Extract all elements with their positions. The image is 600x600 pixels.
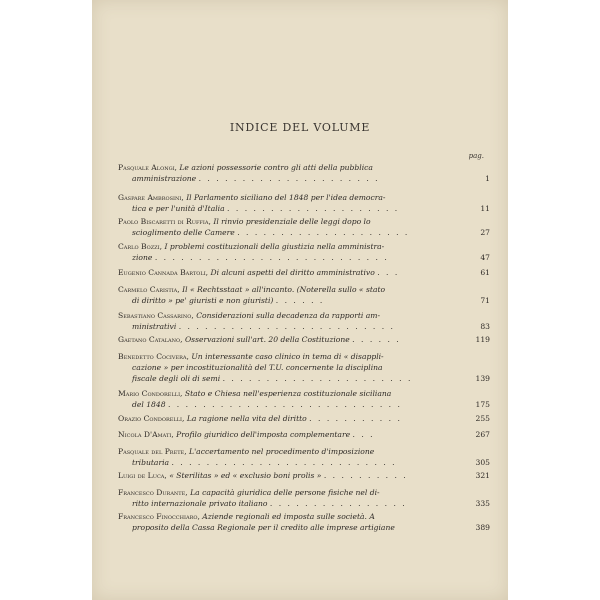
toc-entry: Pasquale Alongi, Le azioni possessorie contro gli atti della pubblica amministrazione . . . . . . . . . . . . . . . . . . . . . 1 — [118, 163, 490, 183]
entry-page: 175 — [472, 399, 491, 410]
toc-entry: Sebastiano Cassarino, Considerazioni sulla decadenza da rapporti am- ministrativi . . . . . . . . . . . . . . . . . . . . . . . . . 83 — [118, 311, 490, 331]
toc-entry: Eugenio Cannada Bartoli, Di alcuni aspetti del diritto amministrativo . . . 61 — [118, 268, 490, 277]
entry-author: Mario Condorelli, — [118, 389, 183, 398]
toc-entry — [118, 511, 490, 533]
toc-entry: Gaetano Catalano, Osservazioni sull'art. 20 della Costituzione . . . . . . 119 — [118, 335, 490, 344]
entry-page: 321 — [472, 470, 491, 481]
toc-entry: Nicola D'Amati, Profilo giuridico dell'imposta complementare . . . 267 — [118, 430, 490, 439]
entry-title: Profilo giuridico dell'imposta complementare — [176, 430, 351, 439]
entry-title: Il rinvio presidenziale delle leggi dopo lo — [213, 217, 371, 226]
toc-entry: Orazio Condorelli, La ragione nella vita del diritto . . . . . . . . . . . 255 — [118, 414, 490, 423]
toc-entry: Gaspare Ambrosini, Il Parlamento siciliano del 1848 per l'idea democra- tica e per l'unità d'Italia . . . . . . . . . . . . . . . . . . . . 11 — [118, 193, 490, 213]
entry-author: Carlo Bozzi, — [118, 242, 163, 251]
entry-title: Stato e Chiesa nell'esperienza costituzionale siciliana — [184, 389, 392, 398]
entry-title-cont: ritto internazionale privato italiano — [132, 499, 268, 508]
entry-author: Francesco Finocchiaro, — [118, 512, 200, 521]
toc-entry: Carmelo Caristia, Il « Rechtsstaat » all'incanto. (Noterella sullo « stato di diritto » pe' giuristi e non giuristi) . . . . . . 71 — [118, 285, 490, 305]
entry-title: Il « Rechtsstaat » all'incanto. (Noterella sullo « stato — [182, 285, 386, 294]
entry-title-cont: scioglimento delle Camere — [132, 228, 235, 237]
entry-author: Sebastiano Cassarino, — [118, 311, 194, 320]
entry-page: 11 — [476, 203, 490, 214]
entry-author: Paolo Biscaretti di Ruffia, — [118, 217, 211, 226]
entry-page: 389 — [472, 522, 491, 533]
toc-entry: Paolo Biscaretti di Ruffia, Il rinvio presidenziale delle leggi dopo lo scioglimento delle Camere . . . . . . . . . . . . . . . . . . . . 27 — [118, 217, 490, 237]
entry-page: 335 — [472, 498, 491, 509]
toc-entry: Carlo Bozzi, I problemi costituzionali della giustizia nella amministra- zione . . . . . . . . . . . . . . . . . . . . . . . . . . . 47 — [118, 242, 490, 262]
entry-author: Benedetto Cocivera, — [118, 352, 189, 361]
entry-title-cont: amministrazione — [132, 174, 197, 183]
entry-title: Le azioni possessorie contro gli atti della pubblica — [179, 163, 373, 172]
entry-title-cont: zione — [132, 253, 153, 262]
entry-author: Francesco Durante, — [118, 488, 188, 497]
entry-page: 27 — [476, 227, 490, 238]
entry-title-cont: tica e per l'unità d'Italia — [132, 204, 225, 213]
entry-title: La capacità giuridica delle persone fisiche nel di- — [190, 488, 380, 497]
entry-author: Orazio Condorelli, — [118, 414, 185, 423]
toc-entry: Mario Condorelli, Stato e Chiesa nell'esperienza costituzionale siciliana del 1848 . . . . . . . . . . . . . . . . . . . . . . . . . . . 175 — [118, 389, 490, 409]
entry-author: Gaspare Ambrosini, — [118, 193, 184, 202]
entry-page: 47 — [476, 252, 490, 263]
entry-page: 267 — [472, 429, 491, 440]
page-title: INDICE DEL VOLUME — [229, 121, 371, 134]
entry-page: 83 — [476, 321, 490, 332]
entry-title: Considerazioni sulla decadenza da rapporti am- — [196, 311, 381, 320]
entry-title: Aziende regionali ed imposta sulle società. A — [202, 512, 375, 521]
entry-title: L'accertamento nel procedimento d'imposizione — [189, 447, 375, 456]
pag-label: pag. — [468, 152, 484, 160]
entry-author: Pasquale del Prete, — [118, 447, 187, 456]
entry-title: I problemi costituzionali della giustizia nella amministra- — [164, 242, 385, 251]
entry-page: 255 — [472, 413, 491, 424]
entry-page: 1 — [481, 173, 490, 184]
entry-title-cont: ministrativi — [132, 322, 177, 331]
book-page — [92, 0, 508, 600]
entry-author: Gaetano Catalano, — [118, 335, 183, 344]
entry-author: Luigi de Luca, — [118, 471, 167, 480]
toc-entry: Francesco Durante, La capacità giuridica delle persone fisiche nel di- ritto internazionale privato italiano . . . . . . . . . . . . . . . . 335 — [118, 488, 490, 508]
toc-entry: Luigi de Luca, « Sterilitas » ed « exclusio boni prolis » . . . . . . . . . . 321 — [118, 471, 490, 480]
entry-title-cont: fiscale degli oli di semi — [132, 374, 221, 383]
entry-title: Il Parlamento siciliano del 1848 per l'idea democra- — [186, 193, 386, 202]
entry-title: La ragione nella vita del diritto — [186, 414, 307, 423]
entry-author: Eugenio Cannada Bartoli, — [118, 268, 209, 277]
entry-title-cont: cazione » per incostituzionalità del T.U. concernente la disciplina — [132, 363, 383, 372]
entry-page: 305 — [472, 457, 491, 468]
entry-author: Pasquale Alongi, — [118, 163, 177, 172]
entry-title: Un interessante caso clinico in tema di « disappli- — [191, 352, 384, 361]
entry-title-cont: del 1848 — [132, 400, 166, 409]
entry-title: Di alcuni aspetti del diritto amministrativo — [210, 268, 375, 277]
entry-title-cont: di diritto » pe' giuristi e non giuristi) — [132, 296, 274, 305]
entry-author: Nicola D'Amati, — [118, 430, 174, 439]
toc-entry: Pasquale del Prete, L'accertamento nel procedimento d'imposizione tributaria . . . . . . . . . . . . . . . . . . . . . . . . . . 305 — [118, 447, 490, 467]
entry-page: 119 — [472, 334, 491, 345]
entry-page: 139 — [472, 373, 491, 384]
entry-title-cont: proposito della Cassa Regionale per il credito alle imprese artigiane — [132, 523, 395, 532]
entry-page: 61 — [476, 267, 490, 278]
entry-author: Carmelo Caristia, — [118, 285, 180, 294]
entry-title-cont: tributaria — [132, 458, 170, 467]
entry-title: Osservazioni sull'art. 20 della Costituzione — [184, 335, 350, 344]
toc-entry: Benedetto Cocivera, Un interessante caso clinico in tema di « disappli- cazione » per incostituzionalità del T.U. concernente la disciplina fiscale degli oli di semi . . . . . . . . . . . . . . . . . . . . . . 139 — [118, 352, 490, 383]
entry-page: 71 — [476, 295, 490, 306]
entry-title: « Sterilitas » ed « exclusio boni prolis » — [169, 471, 322, 480]
